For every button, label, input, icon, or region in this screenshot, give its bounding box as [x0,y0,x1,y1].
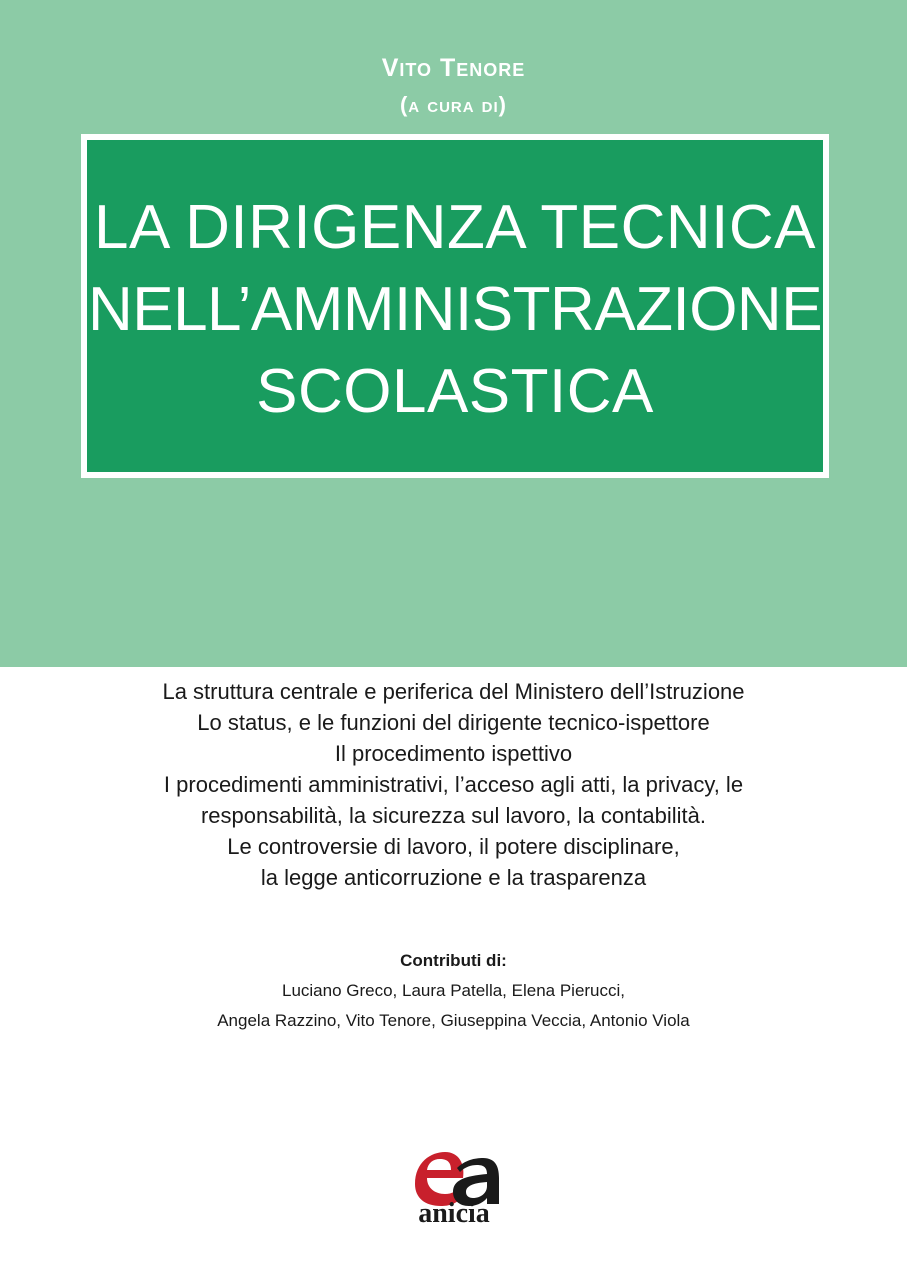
topic-line: La struttura centrale e periferica del Ministero dell’Istruzione [162,679,745,704]
topic-line: I procedimenti amministrativi, l’acceso agli atti, la privacy, le [163,772,744,797]
topic-line: Il procedimento ispettivo [334,741,573,766]
contributors-line: Luciano Greco, Laura Patella, Elena Pierucci, [281,981,626,1000]
topics-list [0,676,907,893]
topic-line: responsabilità, la sicurezza sul lavoro, la contabilità. [200,803,707,828]
contributors-label: Contributi di: [400,951,507,970]
editor-role: (a cura di) [399,92,508,117]
title-line-1: LA DIRIGENZA TECNICA [93,193,817,262]
contributors [0,946,907,1036]
title-box [81,134,829,478]
title-line-2: NELL’AMMINISTRAZIONE [87,275,823,344]
contributors-line: Angela Razzino, Vito Tenore, Giuseppina Veccia, Antonio Viola [217,1011,690,1030]
topic-line: Le controversie di lavoro, il potere disciplinare, [227,834,680,859]
title-line-3: SCOLASTICA [256,357,654,426]
topic-line: Lo status, e le funzioni del dirigente tecnico-ispettore [197,710,710,735]
topic-line: la legge anticorruzione e la trasparenza [260,865,647,890]
editor-name: Vito Tenore [381,54,526,82]
publisher-name: anicia [418,1198,490,1229]
